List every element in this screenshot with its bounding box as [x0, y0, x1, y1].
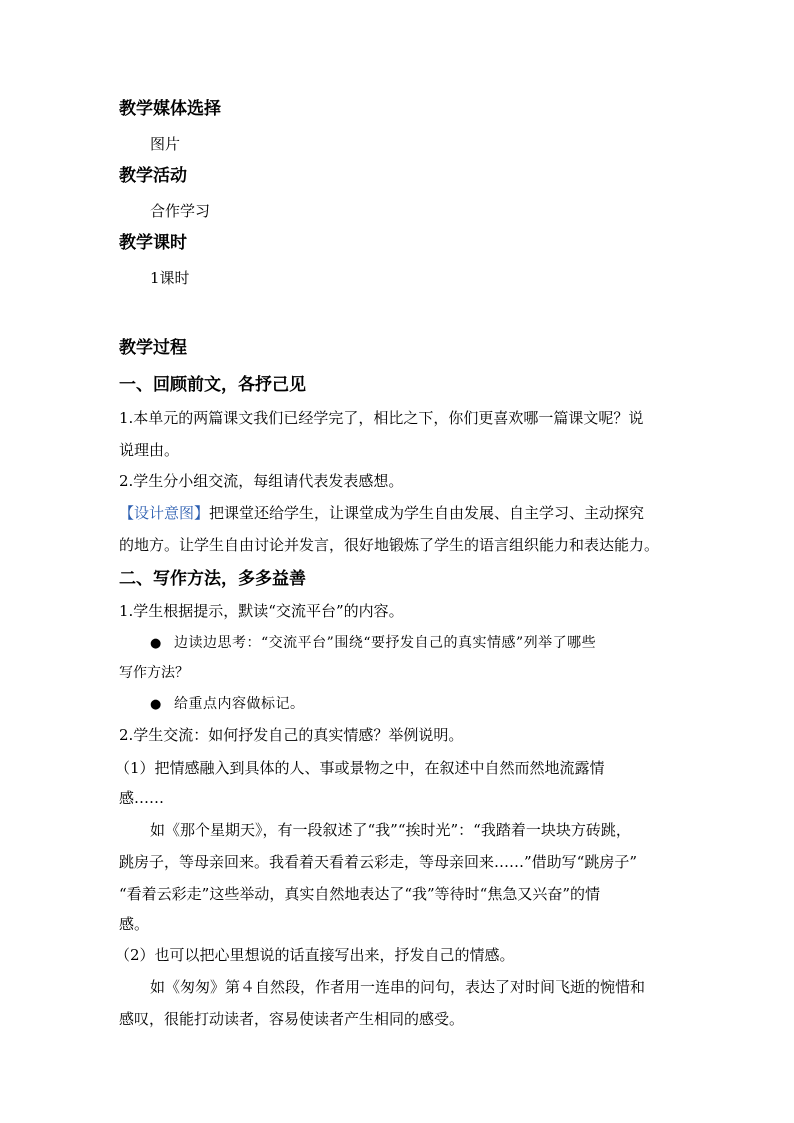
- part2-title: 二、写作方法，多多益善: [119, 569, 306, 589]
- example1-line2: 跳房子，等母亲回来。我看着天看着云彩走，等母亲回来……”借助写“跳房子”: [119, 853, 638, 871]
- example2-line1: 如《匆匆》第４自然段，作者用一连串的问句，表达了对时间飞逝的惋惜和: [150, 978, 646, 996]
- heading-hours: 教学课时: [119, 233, 187, 253]
- bullet-item-2: [150, 694, 710, 715]
- heading-activity: 教学活动: [119, 166, 187, 186]
- heading-process: 教学过程: [119, 338, 187, 358]
- design-intent-line2: 的地方。让学生自由讨论并发言，很好地锻炼了学生的语言组织能力和表达能力。: [119, 536, 660, 554]
- design-intent-label: 【设计意图】: [119, 504, 210, 522]
- media-value: 图片: [150, 135, 181, 153]
- bullet-icon: ●: [150, 636, 162, 651]
- part1-title: 一、回顾前文，各抒己见: [119, 375, 306, 395]
- part1-item1-line1: 1.本单元的两篇课文我们已经学完了，相比之下，你们更喜欢哪一篇课文呢？说: [119, 409, 644, 427]
- part1-item1-line2: 说理由。: [119, 441, 180, 459]
- heading-media: 教学媒体选择: [119, 99, 221, 119]
- bullet-2-text: 给重点内容做标记。: [174, 696, 305, 712]
- example1-line3: “看着云彩走”这些举动，真实自然地表达了“我”等待时“焦急又兴奋”的情: [119, 885, 601, 903]
- design-intent-line1: [119, 503, 679, 523]
- part2-item2: 2.学生交流：如何抒发自己的真实情感？举例说明。: [119, 726, 464, 744]
- sub2: （2）也可以把心里想说的话直接写出来，抒发自己的情感。: [115, 946, 515, 964]
- bullet-1-text: 边读边思考：“交流平台”围绕“要抒发自己的真实情感”列举了哪些: [174, 635, 597, 651]
- hours-value: 1课时: [150, 269, 190, 287]
- example1-line1: 如《那个星期天》，有一段叙述了“我”“挨时光”：“我踏着一块块方砖跳，: [150, 821, 631, 839]
- sub1-line1: （1）把情感融入到具体的人、事或景物之中，在叙述中自然而然地流露情: [115, 759, 605, 777]
- design-intent-text: 把课堂还给学生，让课堂成为学生自由发展、自主学习、主动探究: [209, 504, 645, 522]
- part1-item2: 2.学生分小组交流，每组请代表发表感想。: [119, 472, 404, 490]
- part2-item1: 1.学生根据提示，默读“交流平台”的内容。: [119, 602, 404, 620]
- sub1-line2: 感……: [119, 789, 165, 807]
- bullet-1-line2: 写作方法？: [119, 665, 189, 681]
- activity-value: 合作学习: [150, 202, 211, 220]
- bullet-icon: ●: [150, 697, 162, 712]
- example2-line2: 感叹，很能打动读者，容易使读者产生相同的感受。: [119, 1010, 465, 1028]
- bullet-item-1: [150, 633, 710, 654]
- example1-line4: 感。: [119, 915, 150, 933]
